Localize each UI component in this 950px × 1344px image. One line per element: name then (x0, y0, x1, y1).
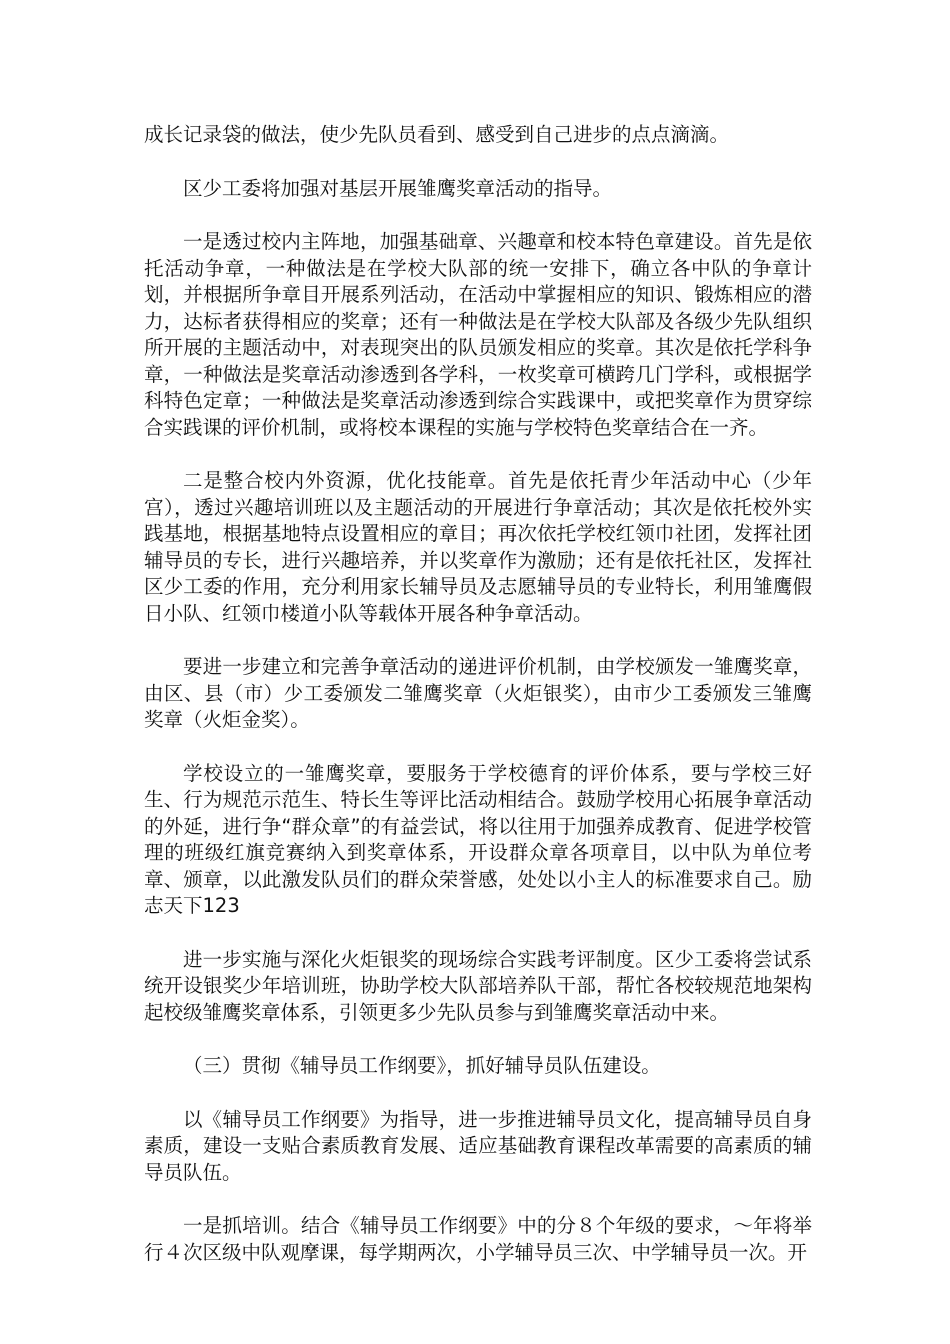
paragraph-6: 学校设立的一雏鹰奖章，要服务于学校德育的评价体系，要与学校三好生、行为规范示范生、特长生等评比活动相结合。鼓励学校用心拓展争章活动的外延，进行争“群众章”的有益尝试，将以往用于加强养成教育、促进学校管理的班级红旗竞赛纳入到奖章体系，开设群众章各项章目，以中队为单位考章、颁章，以此激发队员们的群众荣誉感，处处以小主人的标准要求自己。励志天下123 (144, 761, 812, 917)
paragraph-4: 二是整合校内外资源，优化技能章。首先是依托青少年活动中心（少年宫），透过兴趣培训班以及主题活动的开展进行争章活动；其次是依托校外实践基地，根据基地特点设置相应的章目；再次依托学校红领巾社团，发挥社团辅导员的专长，进行兴趣培养，并以奖章作为激励；还有是依托社区，发挥社区少工委的作用，充分利用家长辅导员及志愿辅导员的专业特长，利用雏鹰假日小队、红领巾楼道小队等载体开展各种争章活动。 (144, 469, 812, 625)
document-body (144, 122, 812, 1266)
paragraph-7: 进一步实施与深化火炬银奖的现场综合实践考评制度。区少工委将尝试系统开设银奖少年培训班，协助学校大队部培养队干部，帮忙各校较规范地架构起校级雏鹰奖章体系，引领更多少先队员参与到雏鹰奖章活动中来。 (144, 947, 812, 1024)
paragraph-3: 一是透过校内主阵地，加强基础章、兴趣章和校本特色章建设。首先是依托活动争章，一种做法是在学校大队部的统一安排下，确立各中队的争章计划，并根据所争章目开展系列活动，在活动中掌握相应的知识、锻炼相应的潜力，达标者获得相应的奖章；还有一种做法是在学校大队部及各级少先队组织所开展的主题活动中，对表现突出的队员颁发相应的奖章。其次是依托学科争章，一种做法是奖章活动渗透到各学科，一枚奖章可横跨几门学科，或根据学科特色定章；一种做法是奖章活动渗透到综合实践课中，或把奖章作为贯穿综合实践课的评价机制，或将校本课程的实施与学校特色奖章结合在一齐。 (144, 230, 812, 439)
paragraph-1: 成长记录袋的做法，使少先队员看到、感受到自己进步的点点滴滴。 (144, 123, 730, 146)
paragraph-9: 以《辅导员工作纲要》为指导，进一步推进辅导员文化，提高辅导员自身素质，建设一支贴合素质教育发展、适应基础教育课程改革需要的高素质的辅导员队伍。 (144, 1107, 812, 1184)
paragraph-2: 区少工委将加强对基层开展雏鹰奖章活动的指导。 (183, 176, 613, 200)
paragraph-10: 一是抓培训。结合《辅导员工作纲要》中的分８个年级的要求，～年将举行４次区级中队观摩课，每学期两次，小学辅导员三次、中学辅导员一次。开 (144, 1214, 812, 1264)
section-heading: （三）贯彻《辅导员工作纲要》，抓好辅导员队伍建设。 (183, 1054, 661, 1077)
paragraph-5: 要进一步建立和完善争章活动的递进评价机制，由学校颁发一雏鹰奖章，由区、县（市）少工委颁发二雏鹰奖章（火炬银奖），由市少工委颁发三雏鹰奖章（火炬金奖）。 (144, 655, 812, 731)
